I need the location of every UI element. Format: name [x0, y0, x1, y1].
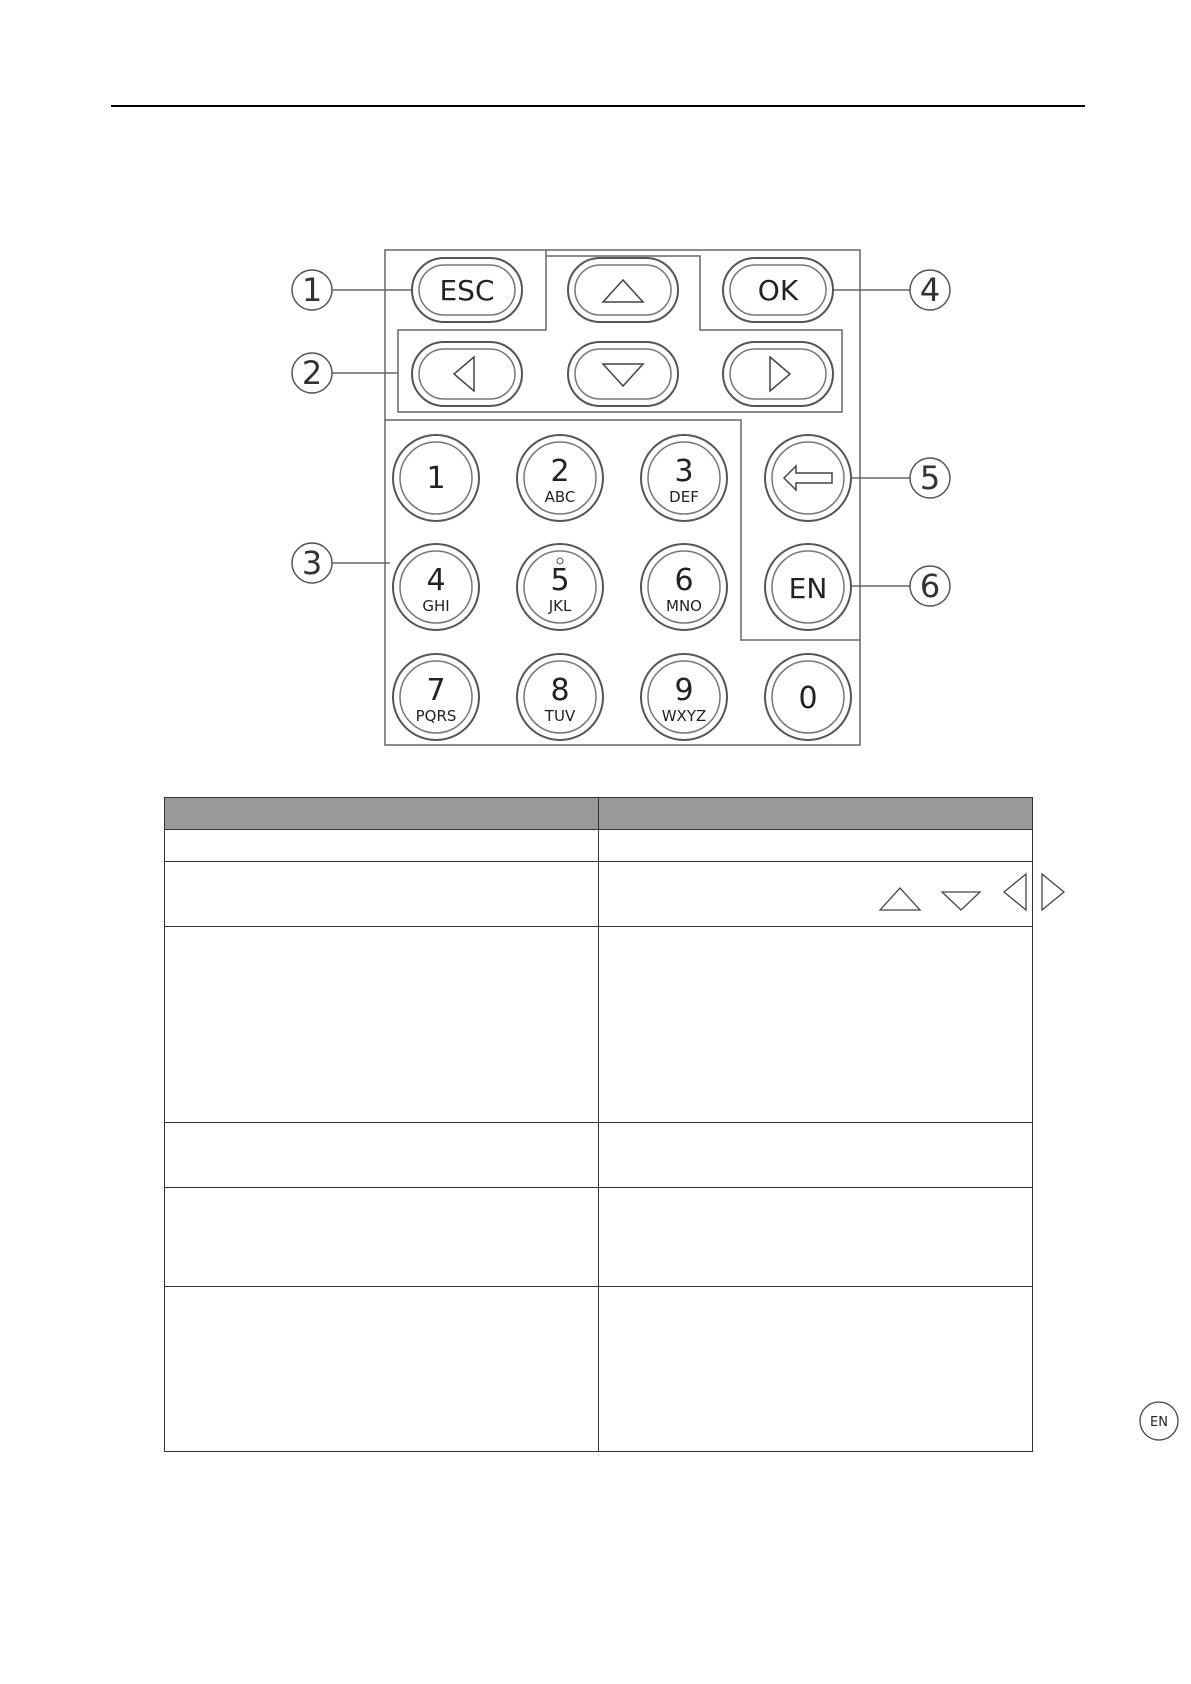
- numeric-key-6[interactable]: [641, 544, 727, 630]
- numeric-key-4[interactable]: [393, 544, 479, 630]
- keypad-diagram: [0, 0, 1191, 800]
- svg-text:PQRS: PQRS: [415, 707, 457, 725]
- svg-text:5: 5: [919, 459, 941, 497]
- callout-4: [910, 270, 950, 310]
- callout-3: [292, 543, 332, 583]
- svg-text:TUV: TUV: [544, 707, 576, 725]
- en-key-icon: [1140, 1402, 1178, 1440]
- svg-text:1: 1: [426, 461, 446, 496]
- svg-text:DEF: DEF: [669, 488, 699, 506]
- right-arrow-icon: [1042, 874, 1064, 910]
- numeric-key-0[interactable]: [765, 654, 851, 740]
- numeric-key-7[interactable]: [393, 654, 479, 740]
- esc-key[interactable]: [412, 258, 522, 322]
- right-key[interactable]: [723, 342, 833, 406]
- table-cell-no: [165, 1287, 599, 1452]
- table-header-row: [165, 798, 1033, 830]
- svg-text:6: 6: [674, 563, 694, 598]
- key-description-table: [164, 797, 1168, 1452]
- numeric-key-3[interactable]: [641, 435, 727, 521]
- left-arrow-icon: [1004, 874, 1026, 910]
- up-arrow-icon: [880, 888, 920, 910]
- down-arrow-icon: [942, 892, 980, 910]
- input-method-icons: [1139, 1397, 1191, 1447]
- svg-text:5: 5: [550, 563, 570, 598]
- callout-1: [292, 270, 332, 310]
- svg-text:1: 1: [301, 271, 323, 309]
- table-row: [165, 1188, 1033, 1287]
- table-cell-no: [165, 927, 599, 1123]
- table-row: [165, 862, 1033, 927]
- numeric-key-9[interactable]: [641, 654, 727, 740]
- table-cell-no: [165, 830, 599, 862]
- backspace-key[interactable]: [765, 435, 851, 521]
- svg-text:2: 2: [301, 354, 323, 392]
- svg-text:9: 9: [674, 673, 694, 708]
- down-key[interactable]: [568, 342, 678, 406]
- direction-icons: [876, 870, 1096, 914]
- svg-text:2: 2: [550, 454, 570, 489]
- left-key[interactable]: [412, 342, 522, 406]
- svg-text:MNO: MNO: [666, 597, 702, 615]
- table-cell-description: [599, 1123, 1033, 1188]
- up-key[interactable]: [568, 258, 678, 322]
- svg-text:3: 3: [301, 544, 323, 582]
- table-header-description: [599, 798, 1033, 830]
- numeric-key-5[interactable]: [517, 544, 603, 630]
- svg-text:8: 8: [550, 673, 570, 708]
- numeric-key-1[interactable]: [393, 435, 479, 521]
- ok-key[interactable]: [723, 258, 833, 322]
- table-cell-description: [599, 1188, 1033, 1287]
- svg-text:0: 0: [798, 681, 818, 716]
- table-cell-description: [599, 927, 1033, 1123]
- svg-text:4: 4: [919, 271, 941, 309]
- numeric-key-8[interactable]: [517, 654, 603, 740]
- svg-text:GHI: GHI: [422, 597, 450, 615]
- numeric-key-2[interactable]: [517, 435, 603, 521]
- en-key[interactable]: [765, 544, 851, 630]
- svg-text:EN: EN: [1150, 1415, 1168, 1430]
- table-row: [165, 927, 1033, 1123]
- table-cell-no: [165, 1123, 599, 1188]
- svg-text:3: 3: [674, 454, 694, 489]
- table-cell-description: [599, 1287, 1168, 1452]
- svg-text:ABC: ABC: [544, 488, 576, 506]
- svg-text:OK: OK: [757, 274, 799, 307]
- table-row: [165, 1123, 1033, 1188]
- table-cell-no: [165, 1188, 599, 1287]
- table-header-no: [165, 798, 599, 830]
- table-row: [165, 1287, 1033, 1452]
- svg-text:WXYZ: WXYZ: [661, 707, 707, 725]
- svg-text:7: 7: [426, 673, 446, 708]
- callout-6: [910, 566, 950, 606]
- callout-2: [292, 353, 332, 393]
- svg-text:6: 6: [919, 567, 941, 605]
- table-cell-no: [165, 862, 599, 927]
- svg-text:4: 4: [426, 563, 446, 598]
- svg-text:JKL: JKL: [548, 597, 572, 615]
- table-row: [165, 830, 1033, 862]
- svg-text:EN: EN: [788, 572, 828, 605]
- table-cell-description: [599, 862, 1033, 927]
- callout-5: [910, 458, 950, 498]
- svg-text:ESC: ESC: [439, 274, 495, 307]
- table-cell-description: [599, 830, 1033, 862]
